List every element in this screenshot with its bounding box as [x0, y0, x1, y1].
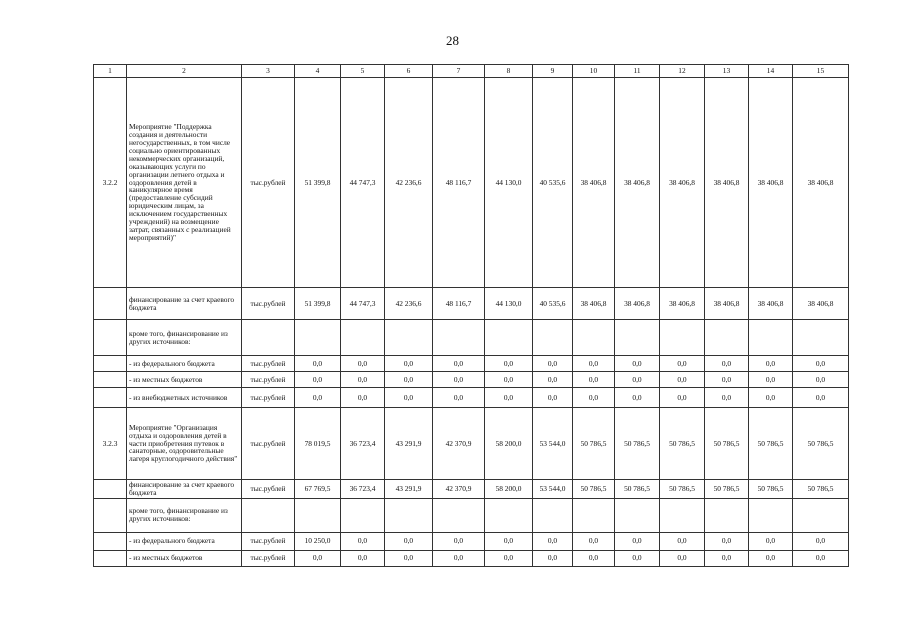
value-cell: 50 786,5: [573, 480, 615, 499]
value-cell: 0,0: [615, 356, 660, 372]
row-index-cell: 3.2.3: [94, 408, 127, 480]
value-cell: 58 200,0: [485, 480, 533, 499]
row-index-cell: [94, 532, 127, 550]
value-cell: 38 406,8: [793, 288, 849, 320]
value-cell: 0,0: [533, 372, 573, 388]
value-cell: 36 723,4: [341, 408, 385, 480]
row-unit-cell: тыс.рублей: [242, 288, 295, 320]
value-cell: 0,0: [660, 550, 705, 566]
row-unit-cell: тыс.рублей: [242, 372, 295, 388]
value-cell: 38 406,8: [705, 288, 749, 320]
value-cell: 53 544,0: [533, 408, 573, 480]
value-cell: 0,0: [615, 372, 660, 388]
value-cell: 0,0: [485, 550, 533, 566]
value-cell: 48 116,7: [433, 78, 485, 288]
header-cell: 1: [94, 65, 127, 78]
value-cell: 58 200,0: [485, 408, 533, 480]
row-description-cell: Мероприятие "Поддержка создания и деятельности негосударственных, в том числе социально ориентированных некоммерческих организаций, оказывающих услуги по организации летнего отдыха и оздоровления детей в каникулярное время (предоставление субсидий юридическим лицам, за исключением государственных учреждений) на возмещение затрат, связанных с реализацией мероприятий)": [127, 78, 242, 288]
value-cell: 50 786,5: [573, 408, 615, 480]
table-row: [94, 498, 849, 532]
value-cell: 0,0: [749, 356, 793, 372]
value-cell: 0,0: [705, 388, 749, 408]
row-unit-cell: тыс.рублей: [242, 550, 295, 566]
value-cell: 48 116,7: [433, 288, 485, 320]
value-cell: 38 406,8: [705, 78, 749, 288]
value-cell: [573, 498, 615, 532]
page-number: 28: [446, 33, 459, 48]
value-cell: 51 399,8: [295, 288, 341, 320]
table-row: [94, 388, 849, 408]
value-cell: 0,0: [485, 356, 533, 372]
row-index-cell: 3.2.2: [94, 78, 127, 288]
value-cell: 38 406,8: [615, 78, 660, 288]
value-cell: 0,0: [573, 550, 615, 566]
value-cell: 78 019,5: [295, 408, 341, 480]
value-cell: 0,0: [433, 532, 485, 550]
value-cell: 0,0: [660, 356, 705, 372]
value-cell: 44 130,0: [485, 78, 533, 288]
value-cell: 43 291,9: [385, 480, 433, 499]
value-cell: 50 786,5: [749, 408, 793, 480]
value-cell: 38 406,8: [660, 78, 705, 288]
header-cell: 4: [295, 65, 341, 78]
value-cell: [295, 320, 341, 356]
row-description-cell: финансирование за счет краевого бюджета: [127, 480, 242, 499]
table-row: [94, 408, 849, 480]
value-cell: 0,0: [433, 372, 485, 388]
value-cell: 42 370,9: [433, 480, 485, 499]
table-row: [94, 320, 849, 356]
value-cell: 38 406,8: [573, 78, 615, 288]
value-cell: [433, 498, 485, 532]
value-cell: 0,0: [749, 532, 793, 550]
value-cell: 36 723,4: [341, 480, 385, 499]
value-cell: 0,0: [433, 356, 485, 372]
value-cell: [705, 320, 749, 356]
value-cell: 0,0: [385, 372, 433, 388]
row-unit-cell: [242, 498, 295, 532]
value-cell: 0,0: [385, 550, 433, 566]
value-cell: 0,0: [573, 532, 615, 550]
value-cell: 38 406,8: [573, 288, 615, 320]
value-cell: 53 544,0: [533, 480, 573, 499]
row-index-cell: [94, 498, 127, 532]
header-cell: 3: [242, 65, 295, 78]
value-cell: [385, 320, 433, 356]
value-cell: [615, 498, 660, 532]
table-row: [94, 372, 849, 388]
value-cell: 0,0: [573, 372, 615, 388]
value-cell: [749, 498, 793, 532]
value-cell: 0,0: [573, 356, 615, 372]
row-index-cell: [94, 372, 127, 388]
value-cell: [660, 498, 705, 532]
value-cell: 44 747,3: [341, 78, 385, 288]
value-cell: 0,0: [533, 550, 573, 566]
value-cell: [485, 320, 533, 356]
value-cell: 38 406,8: [749, 288, 793, 320]
row-description-cell: - из федерального бюджета: [127, 532, 242, 550]
row-description-cell: кроме того, финансирование из других источников:: [127, 320, 242, 356]
value-cell: 42 370,9: [433, 408, 485, 480]
value-cell: 50 786,5: [660, 480, 705, 499]
value-cell: [615, 320, 660, 356]
value-cell: 0,0: [793, 372, 849, 388]
value-cell: 43 291,9: [385, 408, 433, 480]
table-row: [94, 288, 849, 320]
row-unit-cell: [242, 320, 295, 356]
header-cell: 13: [705, 65, 749, 78]
row-description-cell: Мероприятие "Организация отдыха и оздоровления детей в части приобретения путевок в санаторные, оздоровительные лагеря круглогодичного действия": [127, 408, 242, 480]
row-description-cell: - из местных бюджетов: [127, 550, 242, 566]
value-cell: 0,0: [749, 550, 793, 566]
value-cell: [485, 498, 533, 532]
value-cell: 40 535,6: [533, 78, 573, 288]
value-cell: [660, 320, 705, 356]
row-unit-cell: тыс.рублей: [242, 78, 295, 288]
row-unit-cell: тыс.рублей: [242, 356, 295, 372]
value-cell: 50 786,5: [615, 480, 660, 499]
value-cell: [341, 498, 385, 532]
value-cell: 0,0: [341, 356, 385, 372]
row-index-cell: [94, 388, 127, 408]
value-cell: 0,0: [793, 532, 849, 550]
value-cell: 0,0: [485, 388, 533, 408]
row-index-cell: [94, 288, 127, 320]
value-cell: 0,0: [573, 388, 615, 408]
table-row: [94, 356, 849, 372]
table-row: [94, 78, 849, 288]
table-row: [94, 480, 849, 499]
value-cell: 0,0: [341, 388, 385, 408]
value-cell: 50 786,5: [749, 480, 793, 499]
value-cell: 0,0: [615, 550, 660, 566]
row-description-cell: финансирование за счет краевого бюджета: [127, 288, 242, 320]
row-unit-cell: тыс.рублей: [242, 480, 295, 499]
value-cell: 44 130,0: [485, 288, 533, 320]
header-cell: 11: [615, 65, 660, 78]
value-cell: 0,0: [793, 550, 849, 566]
value-cell: 50 786,5: [793, 408, 849, 480]
value-cell: 42 236,6: [385, 78, 433, 288]
header-cell: 5: [341, 65, 385, 78]
row-index-cell: [94, 480, 127, 499]
value-cell: 0,0: [341, 372, 385, 388]
value-cell: 0,0: [705, 356, 749, 372]
value-cell: 0,0: [485, 532, 533, 550]
value-cell: 42 236,6: [385, 288, 433, 320]
value-cell: 0,0: [533, 356, 573, 372]
value-cell: [533, 320, 573, 356]
value-cell: 0,0: [705, 550, 749, 566]
value-cell: 0,0: [341, 532, 385, 550]
header-cell: 12: [660, 65, 705, 78]
value-cell: 0,0: [705, 532, 749, 550]
value-cell: 0,0: [660, 388, 705, 408]
value-cell: 0,0: [295, 356, 341, 372]
row-index-cell: [94, 356, 127, 372]
value-cell: 0,0: [660, 532, 705, 550]
value-cell: 38 406,8: [615, 288, 660, 320]
table-row: [94, 550, 849, 566]
row-description-cell: - из федерального бюджета: [127, 356, 242, 372]
value-cell: 0,0: [749, 372, 793, 388]
value-cell: [793, 498, 849, 532]
value-cell: [295, 498, 341, 532]
row-index-cell: [94, 550, 127, 566]
row-unit-cell: тыс.рублей: [242, 532, 295, 550]
value-cell: 38 406,8: [793, 78, 849, 288]
value-cell: 0,0: [793, 388, 849, 408]
value-cell: [793, 320, 849, 356]
row-description-cell: кроме того, финансирование из других источников:: [127, 498, 242, 532]
value-cell: [533, 498, 573, 532]
value-cell: 50 786,5: [793, 480, 849, 499]
value-cell: 0,0: [533, 388, 573, 408]
value-cell: 0,0: [705, 372, 749, 388]
header-cell: 6: [385, 65, 433, 78]
value-cell: 0,0: [615, 388, 660, 408]
value-cell: 38 406,8: [749, 78, 793, 288]
value-cell: 10 250,0: [295, 532, 341, 550]
value-cell: 0,0: [385, 388, 433, 408]
row-index-cell: [94, 320, 127, 356]
row-description-cell: - из внебюджетных источников: [127, 388, 242, 408]
row-unit-cell: тыс.рублей: [242, 388, 295, 408]
value-cell: 38 406,8: [660, 288, 705, 320]
value-cell: 0,0: [533, 532, 573, 550]
value-cell: 44 747,3: [341, 288, 385, 320]
header-cell: 2: [127, 65, 242, 78]
table-row: [94, 532, 849, 550]
value-cell: 0,0: [485, 372, 533, 388]
header-cell: 8: [485, 65, 533, 78]
value-cell: 51 399,8: [295, 78, 341, 288]
header-cell: 10: [573, 65, 615, 78]
value-cell: [385, 498, 433, 532]
value-cell: 50 786,5: [660, 408, 705, 480]
value-cell: 0,0: [793, 356, 849, 372]
value-cell: [341, 320, 385, 356]
value-cell: [573, 320, 615, 356]
table-header-row: [94, 65, 849, 78]
header-cell: 15: [793, 65, 849, 78]
value-cell: 0,0: [749, 388, 793, 408]
value-cell: [749, 320, 793, 356]
value-cell: [433, 320, 485, 356]
value-cell: 0,0: [385, 356, 433, 372]
value-cell: 50 786,5: [615, 408, 660, 480]
row-unit-cell: тыс.рублей: [242, 408, 295, 480]
value-cell: 0,0: [660, 372, 705, 388]
value-cell: 0,0: [615, 532, 660, 550]
value-cell: 50 786,5: [705, 408, 749, 480]
row-description-cell: - из местных бюджетов: [127, 372, 242, 388]
value-cell: 0,0: [433, 550, 485, 566]
value-cell: 40 535,6: [533, 288, 573, 320]
header-cell: 14: [749, 65, 793, 78]
value-cell: 67 769,5: [295, 480, 341, 499]
value-cell: 0,0: [341, 550, 385, 566]
header-cell: 9: [533, 65, 573, 78]
value-cell: 0,0: [295, 372, 341, 388]
value-cell: 50 786,5: [705, 480, 749, 499]
value-cell: 0,0: [433, 388, 485, 408]
value-cell: 0,0: [385, 532, 433, 550]
budget-table: [93, 64, 849, 567]
header-cell: 7: [433, 65, 485, 78]
value-cell: 0,0: [295, 550, 341, 566]
value-cell: [705, 498, 749, 532]
value-cell: 0,0: [295, 388, 341, 408]
